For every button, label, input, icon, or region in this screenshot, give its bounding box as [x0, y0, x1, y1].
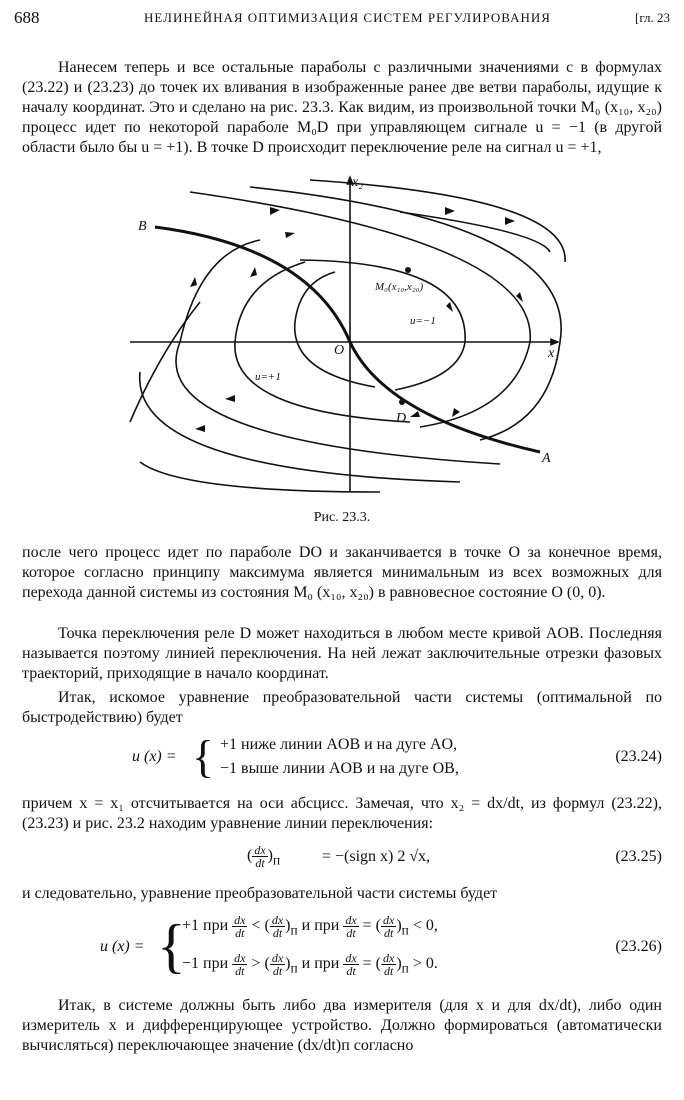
paragraph-4: Итак, искомое уравнение преобразовательной части системы (оптимальной по быстродействию) будет	[22, 689, 662, 726]
paragraph-2: после чего процесс идет по параболе DO и заканчивается в точке O за конечное время, которое согласно принципу максимума является минимальным из всех возможных для перехода данной системы из состояния M₀ (x₁₀, x₂₀) в равновесное состояние O (0, 0).	[22, 544, 662, 601]
chapter-mark: [гл. 23	[635, 10, 670, 25]
figure-23-3	[120, 172, 570, 502]
label-x1: x₁	[548, 346, 560, 361]
eq2324-number: (23.24)	[615, 748, 662, 765]
paragraph-3: Точка переключения реле D может находиться в любом месте кривой AOB. Последняя называется поэтому линией переключения. На ней лежат заключительные отрезки фазовых траекторий, приходящие в начало координат.	[22, 625, 662, 682]
eq2325-lhs: ( $\frac{dx}{dt}$ )$_п$	[247, 843, 281, 870]
eq2325-rhs: = −(sign x) 2 √x,	[322, 848, 431, 865]
paragraph-6: и следовательно, уравнение преобразовательной части системы будет	[22, 885, 498, 902]
paragraph-1: Нанесем теперь и все остальные параболы с различными значениями c в формулах (23.22) и (23.23) до точек их вливания в изображенные ранее две ветви параболы, идущие к началу координат. Это и сделано на рис. 23.3. Как видим, из произвольной точки M₀ (x₁₀, x₂₀) процесс идет по некоторой параболе M₀D при управляющем сигнале u = −1 (в другой области было бы u = +1). В точке D происходит переключение реле на сигнал u = +1,	[22, 59, 662, 156]
label-a: A	[542, 451, 551, 466]
equation-23-26	[22, 912, 662, 988]
running-title: НЕЛИНЕЙНАЯ ОПТИМИЗАЦИЯ СИСТЕМ РЕГУЛИРОВАНИЯ	[144, 10, 551, 25]
paragraph-5: причем x = x₁ отсчитывается на оси абсцисс. Замечая, что x₂ = dx/dt, из формул (23.22), (23.23) и рис. 23.2 находим уравнение линии переключения:	[22, 795, 662, 832]
figure-caption: Рис. 23.3.	[313, 510, 371, 525]
label-u-plus: u=+1	[255, 371, 281, 383]
label-x2: x₂	[352, 175, 364, 190]
parabola-l2	[140, 372, 460, 482]
eq2326-lhs: u (x) =	[100, 938, 145, 955]
parabola-l5	[130, 302, 200, 422]
parabola-r1	[190, 192, 530, 427]
eq2324-brace: {	[192, 731, 215, 782]
page-number: 688	[14, 8, 40, 27]
point-d	[399, 399, 405, 405]
switching-line-oa	[350, 342, 540, 452]
eq2326-number: (23.26)	[615, 938, 662, 955]
eq2326-line1: +1 при $\frac{dx}{dt}$ < ( $\frac{dx}{dt}$ )$_п$ и при $\frac{dx}{dt}$ = ( $\frac{dx}{dt}$ )$_п < 0$,	[182, 913, 438, 940]
parabola-l4	[140, 462, 380, 492]
label-m0: M₀(x₁₀,x₂₀)	[375, 281, 424, 293]
eq2326-line2: −1 при $\frac{dx}{dt}$ > ( $\frac{dx}{dt}$ )$_п$ и при $\frac{dx}{dt}$ = ( $\frac{dx}{dt}$ )$_п > 0$.	[182, 951, 438, 978]
label-d: D	[396, 411, 407, 426]
running-header	[14, 8, 670, 32]
equation-23-25	[22, 840, 662, 890]
equation-23-24	[22, 731, 662, 784]
eq2325-number: (23.25)	[615, 848, 662, 865]
label-o: O	[334, 343, 345, 358]
point-m0	[405, 267, 411, 273]
paragraph-7: Итак, в системе должны быть либо два измерителя (для x и для dx/dt), либо один измеритель x и дифференцирующее устройство. Должно формироваться (автоматически вычисляться) переключающее значение (dx/dt)п согласно	[22, 997, 662, 1054]
eq2324-lhs: u (x) =	[132, 748, 177, 765]
eq2324-line1: +1 ниже линии AOB и на дуге AO,	[220, 736, 458, 753]
eq2324-line2: −1 выше линии AOB и на дуге OB,	[220, 760, 459, 777]
label-u-minus: u=−1	[410, 315, 436, 327]
label-b: B	[138, 219, 147, 234]
eq2326-brace: {	[157, 913, 186, 979]
parabola-l6	[295, 272, 375, 387]
